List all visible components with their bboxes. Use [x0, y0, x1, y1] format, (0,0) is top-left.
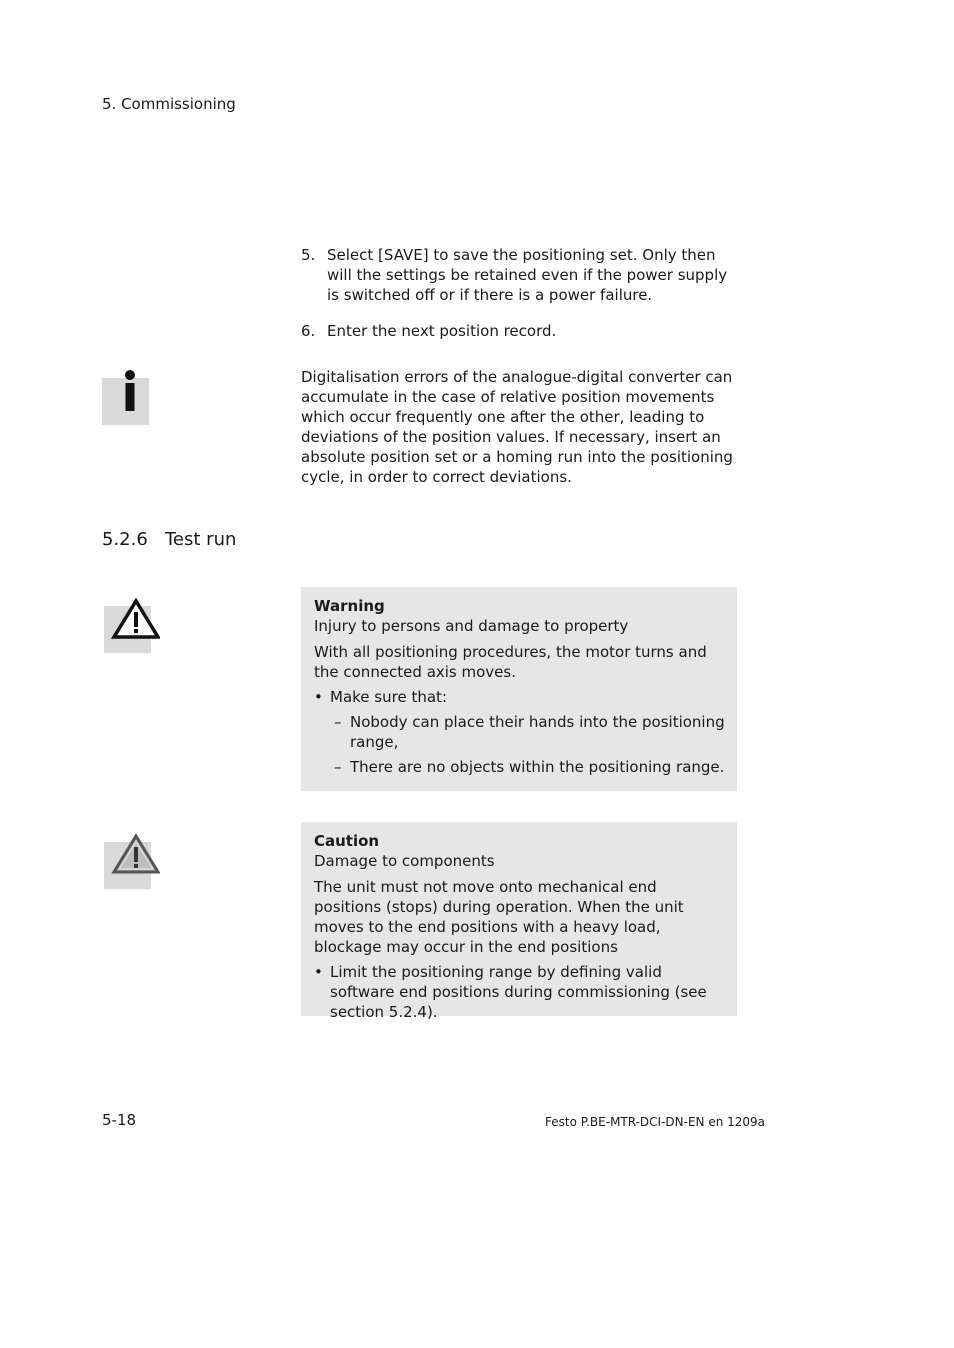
dash-marker: – — [334, 713, 342, 731]
caution-bullet-text: Limit the positioning range by defining valid software end positions during commissioning (see section 5.2.4). — [330, 963, 707, 1021]
list-item — [314, 962, 727, 1022]
dash-marker: – — [334, 758, 342, 776]
caution-body: The unit must not move onto mechanical end positions (stops) during operation. When the unit moves to the end positions with a heavy load, blockage may occur in the end positions — [314, 878, 684, 956]
step-number: 5. — [301, 246, 316, 264]
step-text: Enter the next position record. — [327, 322, 557, 340]
warning-box — [301, 587, 737, 791]
list-item — [301, 245, 737, 305]
caution-triangle-icon — [104, 834, 160, 890]
page-number: 5-18 — [102, 1111, 137, 1129]
warning-bullet-text: Make sure that: — [330, 688, 447, 706]
bullet-marker: • — [314, 963, 323, 981]
bullet-marker: • — [314, 688, 323, 706]
warning-triangle-icon — [104, 598, 160, 654]
list-item — [314, 687, 727, 707]
list-item — [301, 321, 737, 341]
step-text: Select [SAVE] to save the positioning set. Only then will the settings be retained even if the power supply is switched off or if there is a power failure. — [327, 246, 728, 304]
caution-title: Caution — [314, 832, 380, 850]
warning-subtitle: Injury to persons and damage to property — [314, 617, 629, 635]
list-item — [314, 712, 727, 752]
document-id: Festo P.BE-MTR-DCI-DN-EN en 1209a — [545, 1115, 766, 1129]
step-list — [301, 245, 737, 357]
step-number: 6. — [301, 322, 316, 340]
caution-subtitle: Damage to components — [314, 852, 495, 870]
section-heading — [102, 528, 236, 552]
warning-dash-text: Nobody can place their hands into the positioning range, — [350, 713, 725, 751]
info-note: Digitalisation errors of the analogue-digital converter can accumulate in the case of relative position movements which occur frequently one after the other, leading to deviations of the position values. If necessary, insert an absolute position set or a homing run into the positioning cycle, in order to correct deviations. — [301, 368, 733, 486]
section-title: Test run — [165, 529, 237, 550]
list-item — [314, 757, 727, 777]
warning-dash-text: There are no objects within the positioning range. — [350, 758, 725, 776]
running-header: 5. Commissioning — [102, 95, 236, 113]
warning-title: Warning — [314, 597, 385, 615]
info-icon — [102, 368, 149, 425]
section-number: 5.2.6 — [102, 529, 148, 550]
warning-body: With all positioning procedures, the motor turns and the connected axis moves. — [314, 643, 707, 681]
caution-box — [301, 822, 737, 1021]
